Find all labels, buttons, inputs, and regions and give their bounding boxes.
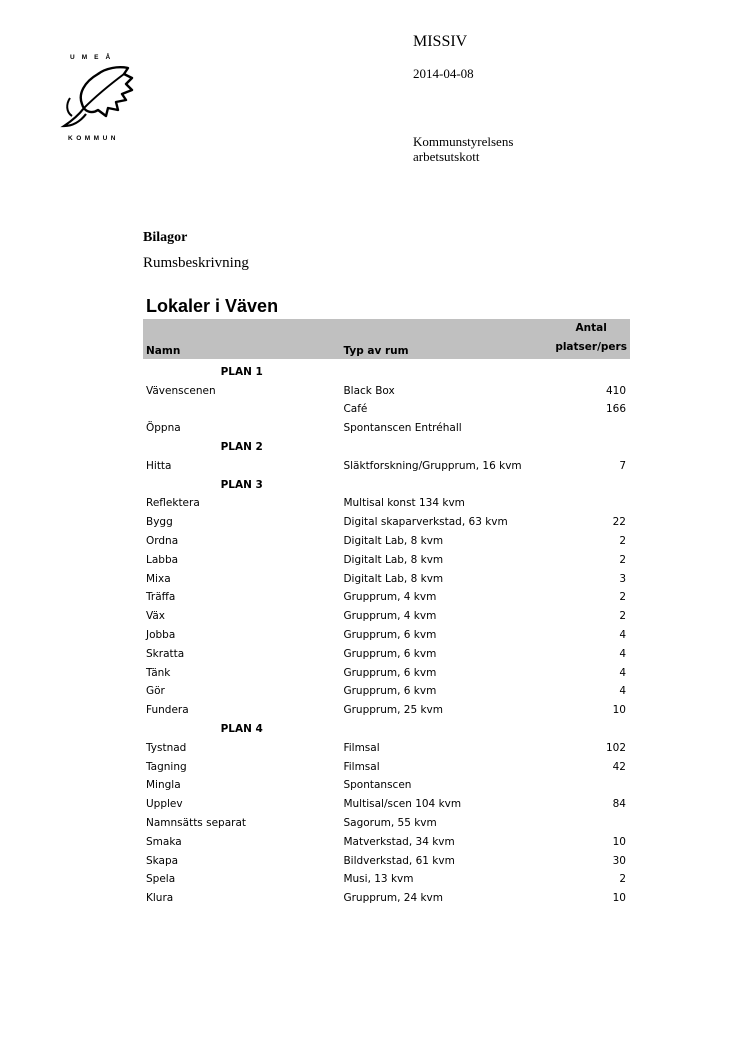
room-type-cell: Grupprum, 6 kvm [343, 666, 437, 679]
room-name-cell: Vävenscenen [146, 384, 216, 397]
room-type-cell: Sagorum, 55 kvm [343, 816, 437, 829]
leaf-icon [58, 64, 142, 134]
table-row [143, 491, 630, 510]
room-type-cell: Digital skaparverkstad, 63 kvm [343, 516, 508, 529]
room-name-cell: Jobba [146, 628, 176, 641]
table-row [143, 509, 630, 528]
room-name-cell: Mingla [146, 779, 181, 792]
room-capacity-cell: 7 [619, 459, 626, 472]
plan-label: PLAN 2 [220, 440, 263, 453]
room-type-cell: Spontanscen [343, 779, 412, 792]
plan-row [143, 434, 630, 453]
table-row [143, 885, 630, 904]
plan-label: PLAN 1 [220, 365, 263, 378]
table-row [143, 754, 630, 773]
room-type-cell: Digitalt Lab, 8 kvm [343, 572, 444, 585]
column-header-name: Namn [143, 319, 340, 359]
room-name-cell: Fundera [146, 704, 189, 717]
room-capacity-cell: 42 [612, 760, 626, 773]
room-capacity-cell: 10 [612, 835, 626, 848]
room-name-cell: Ordna [146, 534, 179, 547]
room-capacity-cell: 2 [619, 873, 626, 886]
room-type-cell: Grupprum, 4 kvm [343, 610, 437, 623]
table-row [143, 641, 630, 660]
attachments-heading: Bilagor [143, 230, 188, 245]
table-body [143, 359, 630, 904]
table-row [143, 622, 630, 641]
table-row [143, 810, 630, 829]
table-title: Lokaler i Väven [146, 296, 279, 316]
table-row [143, 697, 630, 716]
room-name-cell: Smaka [146, 835, 182, 848]
room-type-cell: Café [343, 403, 368, 416]
room-capacity-cell: 10 [612, 704, 626, 717]
table-row [143, 378, 630, 397]
room-capacity-cell: 2 [619, 553, 626, 566]
table-row [143, 547, 630, 566]
room-capacity-cell: 10 [612, 892, 626, 905]
table-row [143, 660, 630, 679]
room-name-cell: Bygg [146, 516, 173, 529]
room-type-cell: Multisal/scen 104 kvm [343, 798, 462, 811]
plan-row [143, 472, 630, 491]
table-row [143, 829, 630, 848]
room-name-cell: Tagning [146, 760, 187, 773]
table-row [143, 453, 630, 472]
capacity-header-line1: Antal [575, 322, 607, 334]
room-type-cell: Filmsal [343, 741, 380, 754]
room-name-cell: Träffa [146, 591, 176, 604]
room-name-cell: Väx [146, 610, 166, 623]
room-capacity-cell [552, 810, 630, 829]
room-capacity-cell: 4 [619, 628, 626, 641]
empty-cell [340, 434, 552, 453]
table-row [143, 566, 630, 585]
room-type-cell: Grupprum, 6 kvm [343, 628, 437, 641]
room-name-cell: Reflektera [146, 497, 200, 510]
room-capacity-cell: 84 [612, 798, 626, 811]
room-capacity-cell: 410 [605, 384, 626, 397]
room-type-cell: Musi, 13 kvm [343, 873, 414, 886]
table-row [143, 585, 630, 604]
room-capacity-cell [552, 773, 630, 792]
plan-label: PLAN 3 [220, 478, 263, 491]
column-header-type: Typ av rum [340, 319, 552, 359]
room-capacity-cell: 3 [619, 572, 626, 585]
table-row [143, 867, 630, 886]
room-name-cell: Spela [146, 873, 176, 886]
rooms-table [143, 319, 630, 904]
room-capacity-cell [552, 491, 630, 510]
room-name-cell: Skratta [146, 647, 185, 660]
table-header-row [143, 319, 630, 359]
room-name-cell: Öppna [146, 422, 181, 435]
plan-row [143, 716, 630, 735]
logo-bottom-text: KOMMUN [68, 135, 119, 142]
room-name-cell: Hitta [146, 459, 172, 472]
room-name-cell: Tänk [146, 666, 171, 679]
document-type: MISSIV [413, 33, 468, 50]
capacity-header-line2: platser/pers [555, 341, 627, 353]
room-name-cell: Mixa [146, 572, 171, 585]
table-row [143, 397, 630, 416]
room-name-cell: Gör [146, 685, 165, 698]
room-capacity-cell: 166 [605, 403, 626, 416]
recipient: Kommunstyrelsens arbetsutskott [413, 134, 514, 164]
table-row [143, 528, 630, 547]
umea-kommun-logo [54, 50, 146, 146]
room-capacity-cell: 4 [619, 647, 626, 660]
room-capacity-cell: 2 [619, 610, 626, 623]
room-type-cell: Grupprum, 6 kvm [343, 685, 437, 698]
room-name-cell: Klura [146, 892, 174, 905]
attachment-item: Rumsbeskrivning [143, 255, 249, 271]
room-type-cell: Grupprum, 24 kvm [343, 892, 444, 905]
empty-cell [552, 434, 630, 453]
room-type-cell: Släktforskning/Grupprum, 16 kvm [343, 459, 522, 472]
room-type-cell: Bildverkstad, 61 kvm [343, 854, 455, 867]
room-type-cell: Filmsal [343, 760, 380, 773]
room-type-cell: Black Box [343, 384, 395, 397]
empty-cell [552, 716, 630, 735]
empty-cell [340, 716, 552, 735]
table-row [143, 735, 630, 754]
room-type-cell: Digitalt Lab, 8 kvm [343, 534, 444, 547]
room-capacity-cell: 22 [612, 516, 626, 529]
room-type-cell: Spontanscen Entréhall [343, 422, 462, 435]
room-capacity-cell: 30 [612, 854, 626, 867]
room-type-cell: Grupprum, 6 kvm [343, 647, 437, 660]
logo-top-text: UMEÅ [70, 54, 118, 61]
column-header-capacity [552, 319, 630, 359]
table-row [143, 679, 630, 698]
table-row [143, 415, 630, 434]
room-type-cell: Grupprum, 4 kvm [343, 591, 437, 604]
room-capacity-cell [552, 415, 630, 434]
room-name-cell: Skapa [146, 854, 179, 867]
room-capacity-cell: 4 [619, 685, 626, 698]
room-capacity-cell: 2 [619, 534, 626, 547]
plan-label: PLAN 4 [220, 722, 263, 735]
table-row [143, 603, 630, 622]
empty-cell [340, 359, 552, 378]
room-type-cell: Digitalt Lab, 8 kvm [343, 553, 444, 566]
room-capacity-cell: 4 [619, 666, 626, 679]
room-name-cell: Namnsätts separat [146, 816, 247, 829]
room-capacity-cell: 2 [619, 591, 626, 604]
room-name-cell: Tystnad [146, 741, 187, 754]
room-name-cell [143, 397, 340, 416]
document-date: 2014-04-08 [413, 66, 474, 81]
table-row [143, 791, 630, 810]
room-name-cell: Labba [146, 553, 179, 566]
table-row [143, 773, 630, 792]
room-type-cell: Grupprum, 25 kvm [343, 704, 444, 717]
empty-cell [552, 359, 630, 378]
room-capacity-cell: 102 [605, 741, 626, 754]
room-type-cell: Matverkstad, 34 kvm [343, 835, 455, 848]
plan-row [143, 359, 630, 378]
table-row [143, 848, 630, 867]
room-type-cell: Multisal konst 134 kvm [343, 497, 465, 510]
room-name-cell: Upplev [146, 798, 183, 811]
empty-cell [340, 472, 552, 491]
empty-cell [552, 472, 630, 491]
